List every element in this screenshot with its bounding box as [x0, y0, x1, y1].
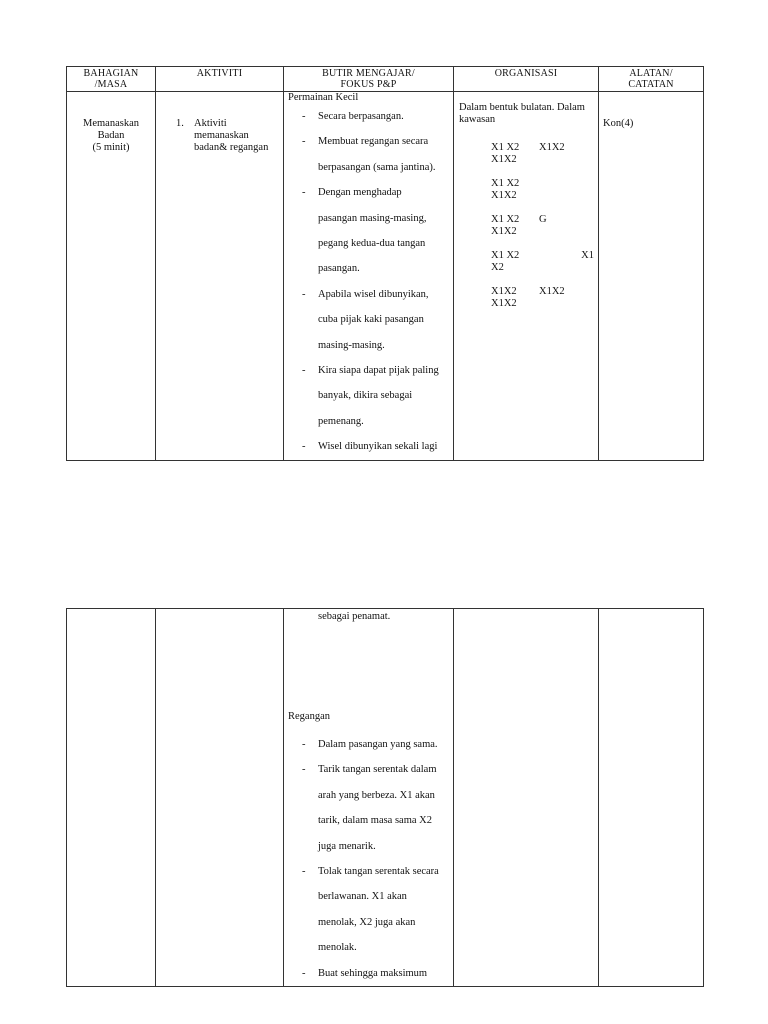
- dash-bullet: -: [302, 136, 306, 148]
- formation-row: [491, 142, 594, 154]
- organisasi-cell: [454, 92, 599, 461]
- list-item-continuation: [286, 307, 451, 332]
- formation-label: X1 X2: [491, 142, 520, 153]
- list-item: [286, 358, 451, 383]
- dash-bullet: -: [302, 111, 306, 122]
- list-item-text: Secara berpasangan.: [318, 111, 404, 122]
- formation-label: [539, 190, 579, 202]
- formation-label: X1 X2: [491, 214, 520, 225]
- list-item-text: Dalam pasangan yang sama.: [318, 739, 438, 750]
- list-item-text: pasangan.: [318, 263, 360, 275]
- list-item-text: masing-masing.: [318, 339, 385, 351]
- list-item: [286, 859, 451, 884]
- formation-row: [491, 214, 594, 226]
- list-item: [286, 129, 451, 154]
- formation-row: [491, 250, 594, 262]
- list-item-text: juga menarik.: [318, 840, 376, 852]
- list-item-continuation: [286, 409, 451, 434]
- list-item-continuation: [286, 910, 451, 935]
- dash-bullet: -: [302, 866, 306, 878]
- list-item-text: Tolak tangan serentak secara: [318, 866, 439, 878]
- list-item-text: Buat sehingga maksimum: [318, 967, 428, 979]
- formation-row: [491, 154, 594, 166]
- alatan-text: Kon(4): [603, 118, 634, 129]
- aktiviti-cell-empty: [156, 609, 284, 987]
- list-item-text: pemenang.: [318, 415, 364, 427]
- formation-label: X2: [491, 262, 504, 273]
- formation-row: [491, 226, 594, 238]
- list-item-text: arah yang berbeza. X1 akan: [318, 789, 435, 801]
- header-aktiviti: AKTIVITI: [156, 67, 284, 92]
- list-item-continuation: [286, 383, 451, 408]
- list-item-text: banyak, dikira sebagai: [318, 390, 413, 402]
- list-item-continuation: [286, 834, 451, 859]
- butir-list: [286, 732, 451, 986]
- list-item-text: tarik, dalam masa sama X2: [318, 815, 433, 827]
- formation-label: X1X2: [539, 286, 565, 297]
- header-alatan: ALATAN/ CATATAN: [599, 67, 704, 92]
- organisasi-text: Dalam bentuk bulatan. Dalam kawasan: [459, 102, 585, 125]
- list-item: [286, 961, 451, 986]
- lesson-plan-table-page1: [66, 66, 704, 461]
- formation-group: [491, 142, 594, 166]
- formation-row: [491, 286, 594, 298]
- formation-label: X1X2: [491, 298, 517, 309]
- list-item-continuation: [286, 256, 451, 281]
- formation-label: X1: [581, 250, 594, 261]
- list-item-continuation: [286, 783, 451, 808]
- aktiviti-number: 1.: [176, 118, 184, 129]
- list-item: [286, 104, 451, 129]
- formation-group: [491, 178, 594, 202]
- bahagian-cell: [67, 92, 156, 461]
- formation-label: X1 X2: [491, 250, 520, 261]
- formation-label: X1 X2: [491, 178, 520, 189]
- formation-label: X1X2: [491, 190, 517, 201]
- list-item-text: pegang kedua-dua tangan: [318, 238, 426, 250]
- list-item-text: Membuat regangan secara: [318, 136, 429, 148]
- table-row: [67, 92, 704, 461]
- formation-label: [534, 250, 570, 262]
- list-item-text: Dengan menghadap: [318, 187, 402, 199]
- formation-label: [539, 154, 579, 166]
- dash-bullet: -: [302, 764, 306, 776]
- formation-label: X1X2: [491, 154, 517, 165]
- list-item-text: Apabila wisel dibunyikan,: [318, 288, 429, 300]
- formation-row: [491, 178, 594, 190]
- list-item-continuation: [286, 231, 451, 256]
- list-item: [286, 434, 451, 459]
- butir-heading: Regangan: [288, 711, 330, 722]
- list-item: [286, 757, 451, 782]
- list-item-text: menolak, X2 juga akan: [318, 916, 416, 928]
- aktiviti-text: Aktiviti memanaskan badan& regangan: [194, 118, 269, 153]
- alatan-cell: [599, 92, 704, 461]
- header-organisasi: ORGANISASI: [454, 67, 599, 92]
- list-item-continuation: [286, 884, 451, 909]
- list-item-continuation: [286, 155, 451, 180]
- formation-label: G: [539, 214, 547, 225]
- dash-bullet: -: [302, 288, 306, 300]
- butir-cell: [284, 92, 454, 461]
- dash-bullet: -: [302, 967, 306, 979]
- formation-label: X1X2: [491, 286, 517, 297]
- organisasi-formation: [459, 142, 594, 310]
- list-item-text: cuba pijak kaki pasangan: [318, 314, 424, 326]
- formation-label: X1X2: [539, 142, 565, 153]
- header-row: [67, 67, 704, 92]
- bahagian-text: Memanaskan Badan (5 minit): [83, 118, 139, 153]
- header-butir: BUTIR MENGAJAR/ FOKUS P&P: [284, 67, 454, 92]
- organisasi-cell-empty: [454, 609, 599, 987]
- dash-bullet: -: [302, 187, 306, 199]
- list-item-continuation: [286, 935, 451, 960]
- list-item-text: pasangan masing-masing,: [318, 212, 427, 224]
- formation-label: [539, 298, 579, 310]
- formation-group: [491, 214, 594, 238]
- formation-group: [491, 286, 594, 310]
- list-item-continuation: [286, 206, 451, 231]
- aktiviti-cell: [156, 92, 284, 461]
- dash-bullet: -: [302, 739, 306, 750]
- butir-heading: Permainan Kecil: [288, 92, 359, 103]
- bahagian-cell-empty: [67, 609, 156, 987]
- formation-label: [539, 178, 579, 190]
- list-item-continuation: [286, 333, 451, 358]
- formation-group: [491, 250, 594, 274]
- list-item-text: Wisel dibunyikan sekali lagi: [318, 441, 438, 453]
- butir-cell: [284, 609, 454, 987]
- list-item: [286, 180, 451, 205]
- list-item-text: Tarik tangan serentak dalam: [318, 764, 437, 776]
- alatan-cell-empty: [599, 609, 704, 987]
- list-item-text: berpasangan (sama jantina).: [318, 161, 436, 173]
- formation-row: [491, 298, 594, 310]
- formation-row: [491, 190, 594, 202]
- list-item-text: menolak.: [318, 942, 357, 954]
- list-item: [286, 282, 451, 307]
- dash-bullet: -: [302, 365, 306, 377]
- formation-label: X1X2: [491, 226, 517, 237]
- lesson-plan-table-page2: [66, 608, 704, 987]
- list-item-text: Kira siapa dapat pijak paling: [318, 365, 439, 377]
- butir-continuation: sebagai penamat.: [318, 611, 391, 622]
- table-row: [67, 609, 704, 987]
- formation-label: [539, 226, 579, 238]
- list-item: [286, 732, 451, 757]
- list-item-text: berlawanan. X1 akan: [318, 891, 407, 903]
- formation-row: [491, 262, 594, 274]
- butir-list: [286, 104, 451, 460]
- list-item-continuation: [286, 808, 451, 833]
- header-bahagian: BAHAGIAN /MASA: [67, 67, 156, 92]
- formation-label: [539, 262, 579, 274]
- dash-bullet: -: [302, 441, 306, 453]
